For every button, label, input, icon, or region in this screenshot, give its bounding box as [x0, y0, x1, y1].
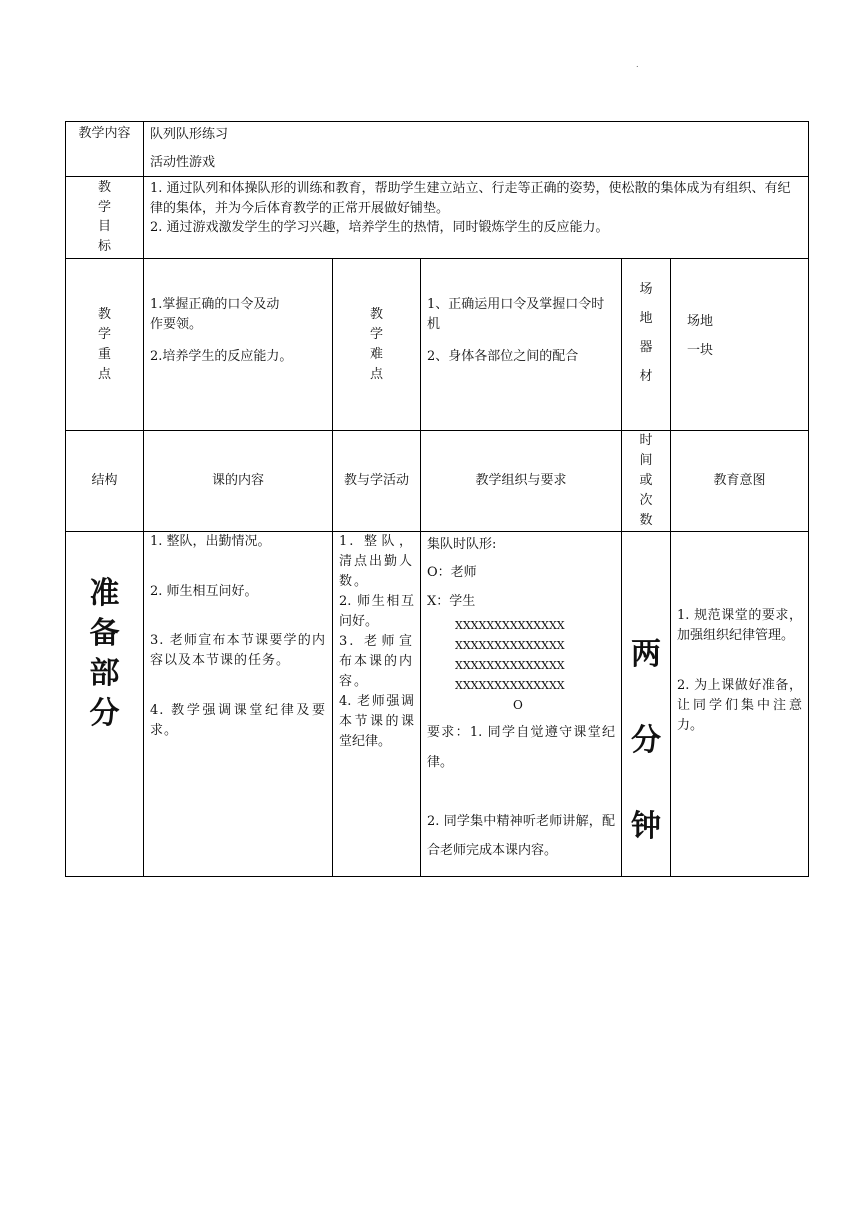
prep-intent-item-2: 2. 为上课做好准备，让同学们集中注意力。: [677, 677, 802, 733]
prep-organization: [421, 532, 622, 877]
difficulties-label: [333, 259, 421, 431]
prep-content-item-2: 2. 师生相互问好。: [150, 583, 258, 599]
prep-intent-item-1: 1. 规范课堂的要求，加强组织纪律管理。: [677, 608, 802, 643]
prep-intent: [671, 532, 809, 877]
venue-line-2: 一块: [687, 342, 714, 358]
formation-title: 集队时队形:: [427, 537, 497, 552]
label-char: 标: [98, 238, 112, 254]
time-char: 钟: [631, 809, 661, 844]
page-mark: .: [636, 60, 639, 69]
header-time-chars: [640, 431, 653, 531]
section-char: 准: [89, 576, 120, 611]
content-line-1: 队列队形练习: [150, 127, 229, 142]
prep-content: [144, 532, 333, 877]
prep-content-item-1: 1. 整队，出勤情况。: [150, 534, 271, 549]
label-char: 重: [98, 346, 112, 362]
teaching-content-value: [144, 122, 809, 177]
row-structure-header: [66, 431, 809, 532]
objectives-label: [66, 177, 144, 259]
objective-2: 2. 通过游戏激发学生的学习兴趣，培养学生的热情，同时锻炼学生的反应能力。: [150, 220, 609, 235]
difficulties-value: [421, 259, 622, 431]
header-organization: 教学组织与要求: [421, 431, 622, 532]
difficulties-label-chars: [370, 305, 383, 385]
prep-time-chars: [631, 612, 661, 870]
prep-activity-item-2: 2. 师生相互问好。: [339, 594, 414, 629]
student-row: XXXXXXXXXXXXXX: [455, 619, 565, 632]
formation-diagram: [427, 616, 615, 714]
key-point-2: 2.培养学生的反应能力。: [150, 348, 293, 364]
teacher-mark: O: [513, 698, 523, 712]
label-char: 或: [639, 473, 653, 488]
objectives-label-chars: [98, 177, 111, 256]
label-char: 难: [370, 346, 384, 362]
venue-value: [671, 259, 809, 431]
row-teaching-content: [66, 122, 809, 177]
label-char: 材: [639, 369, 653, 384]
label-char: 学: [98, 199, 112, 215]
label-char: 地: [639, 311, 653, 326]
student-row: XXXXXXXXXXXXXX: [455, 639, 565, 652]
label-char: 学: [98, 326, 112, 342]
section-char: 分: [89, 696, 120, 731]
lesson-plan-table: [65, 121, 809, 877]
label-char: 学: [370, 326, 384, 342]
prep-time: [622, 532, 671, 877]
key-point-1: 1.掌握正确的口令及动作要领。: [150, 296, 280, 332]
venue-label: [622, 259, 671, 431]
teaching-content-label-text: 教学内容: [78, 126, 131, 141]
label-char: 间: [639, 453, 653, 468]
header-activity: 教与学活动: [333, 431, 421, 532]
label-char: 次: [639, 493, 653, 508]
header-content: 课的内容: [144, 431, 333, 532]
label-char: 教: [98, 180, 112, 195]
section-char: 部: [89, 656, 120, 691]
section-char: 备: [89, 616, 120, 651]
label-char: 教: [98, 306, 112, 322]
prep-section-label: [66, 532, 144, 877]
difficulty-2: 2、身体各部位之间的配合: [427, 348, 579, 364]
student-legend: X：学生: [427, 594, 476, 609]
key-points-value: [144, 259, 333, 431]
requirement-1: 要求：1. 同学自觉遵守课堂纪律。: [427, 725, 615, 770]
label-char: 点: [370, 366, 384, 382]
label-char: 场: [639, 282, 653, 297]
row-teaching-objectives: [66, 177, 809, 259]
prep-activity-item-1: 1. 整队，清点出勤人数。: [339, 534, 415, 589]
time-char: 分: [631, 723, 661, 758]
prep-content-item-4: 4. 教学强调课堂纪律及要求。: [150, 702, 326, 738]
prep-activity-item-4: 4. 老师强调本节课的课堂纪律。: [339, 694, 414, 749]
time-char: 两: [631, 637, 661, 672]
label-char: 点: [98, 366, 112, 382]
objective-1: 1. 通过队列和体操队形的训练和教育，帮助学生建立站立、行走等正确的姿势，使松散的集体成为有组织、有纪律的集体，并为今后体育教学的正常开展做好铺垫。: [150, 181, 791, 216]
header-intent: 教育意图: [671, 431, 809, 532]
prep-section-chars: [90, 574, 120, 734]
key-points-label: [66, 259, 144, 431]
key-points-label-chars: [98, 305, 111, 385]
student-row: XXXXXXXXXXXXXX: [455, 679, 565, 692]
label-char: 目: [98, 219, 112, 234]
prep-content-item-3: 3. 老师宣布本节课要学的内容以及本节课的任务。: [150, 633, 326, 668]
objectives-value: [144, 177, 809, 259]
student-row: XXXXXXXXXXXXXX: [455, 659, 565, 672]
content-line-2: 活动性游戏: [150, 155, 216, 170]
prep-activity-item-3: 3. 老师宣布本课的内容。: [339, 634, 415, 689]
prep-activity: [333, 532, 421, 877]
header-structure: 结构: [66, 431, 144, 532]
row-preparation: [66, 532, 809, 877]
teacher-legend: O：老师: [427, 565, 477, 580]
venue-label-chars: [640, 275, 653, 391]
header-time: [622, 431, 671, 532]
label-char: 时: [639, 433, 653, 448]
venue-line-1: 场地: [687, 313, 714, 329]
difficulty-1: 1、正确运用口令及掌握口令时机: [427, 296, 605, 332]
label-char: 器: [639, 340, 653, 355]
label-char: 数: [639, 513, 653, 528]
label-char: 教: [370, 306, 384, 322]
teaching-content-label: [66, 122, 144, 177]
requirement-2: 2. 同学集中精神听老师讲解，配合老师完成本课内容。: [427, 813, 615, 858]
row-key-points: [66, 259, 809, 431]
